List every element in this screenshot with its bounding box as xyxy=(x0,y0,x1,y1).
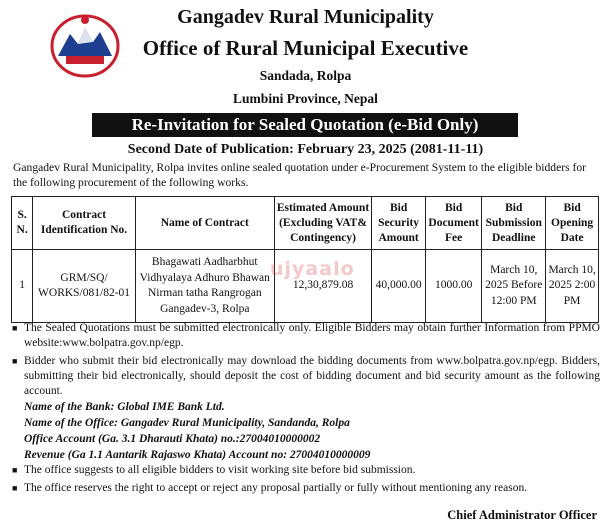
col-header-bid-security: Bid Security Amount xyxy=(372,197,426,250)
col-header-contract-id: Contract Identification No. xyxy=(33,197,135,250)
signatory-title: Chief Administrator Officer xyxy=(447,508,597,522)
office-account-number: Office Account (Ga. 3.1 Dharauti Khata) no.:27004010000002 xyxy=(24,433,321,445)
revenue-account-number: Revenue (Ga 1.1 Aantarik Rajaswo Khata) Account no: 27004010000009 xyxy=(24,449,371,461)
cell-document-fee: 1000.00 xyxy=(425,250,481,323)
col-header-opening-date: Bid Opening Date xyxy=(546,197,599,250)
province-name: Lumbini Province, Nepal xyxy=(233,91,378,106)
list-item xyxy=(12,321,600,351)
cell-submission-deadline: March 10, 2025 Before 12:00 PM xyxy=(482,250,546,323)
publication-date: Second Date of Publication: February 23, 2025 (2081-11-11) xyxy=(127,142,484,157)
list-item xyxy=(12,463,600,478)
intro-paragraph: Gangadev Rural Municipality, Rolpa invites online sealed quotation under e-Procurement System to the eligible bidders for the following procurement of the following works. xyxy=(13,161,587,189)
notice-title: Re-Invitation for Sealed Quotation (e-Bid Only) xyxy=(92,113,518,137)
note-text: Bidder who submit their bid electronically may download the bidding documents from www.bolpatra.gov.np/egp. Bidders, submitting their bid electronically, should deposit the cost of bidding document and bid security amount as the following account. xyxy=(24,355,600,397)
municipality-name: Gangadev Rural Municipality xyxy=(177,6,434,28)
office-location: Sandada, Rolpa xyxy=(259,68,352,83)
col-header-sn: S. N. xyxy=(12,197,33,250)
cell-contract-id: GRM/SQ/ WORKS/081/82-01 xyxy=(33,250,135,323)
bank-name: Name of the Bank: Global IME Bank Ltd. xyxy=(24,401,225,413)
bullet-icon: ■ xyxy=(12,483,18,493)
cell-contract-name: Bhagawati Aadharbhut Vidhyalaya Adhuro Bhawan Nirman tatha Rangrogan Gangadev-3, Rolpa xyxy=(135,250,274,323)
cell-sn: 1 xyxy=(12,250,33,323)
col-header-document-fee: Bid Document Fee xyxy=(425,197,481,250)
note-text: The office suggests to all eligible bidders to visit working site before bid submission. xyxy=(24,464,416,476)
bullet-icon: ■ xyxy=(12,323,18,333)
note-text: The Sealed Quotations must be submitted electronically only. Eligible Bidders may obtain further Information from PPMO website:www.bolpatra.gov.np/egp. xyxy=(24,322,600,349)
cell-estimated-amount: 12,30,879.08 xyxy=(274,250,371,323)
col-header-submission-deadline: Bid Submission Deadline xyxy=(482,197,546,250)
table-header-row xyxy=(12,197,599,250)
bullet-icon: ■ xyxy=(12,356,18,366)
watermark-logo: ujyaalo xyxy=(270,258,355,280)
col-header-contract-name: Name of Contract xyxy=(135,197,274,250)
notes-list xyxy=(12,321,600,499)
list-item xyxy=(12,354,600,399)
cell-bid-security: 40,000.00 xyxy=(372,250,426,323)
bullet-icon: ■ xyxy=(12,465,18,475)
col-header-estimated-amount: Estimated Amount (Excluding VAT& Contingency) xyxy=(274,197,371,250)
cell-opening-date: March 10, 2025 2:00 PM xyxy=(546,250,599,323)
office-account-name: Name of the Office: Gangadev Rural Municipality, Sandanda, Rolpa xyxy=(24,417,350,429)
office-name: Office of Rural Municipal Executive xyxy=(142,36,469,60)
list-item xyxy=(12,481,600,496)
note-text: The office reserves the right to accept or reject any proposal partially or fully without mentioning any reason. xyxy=(24,482,528,494)
